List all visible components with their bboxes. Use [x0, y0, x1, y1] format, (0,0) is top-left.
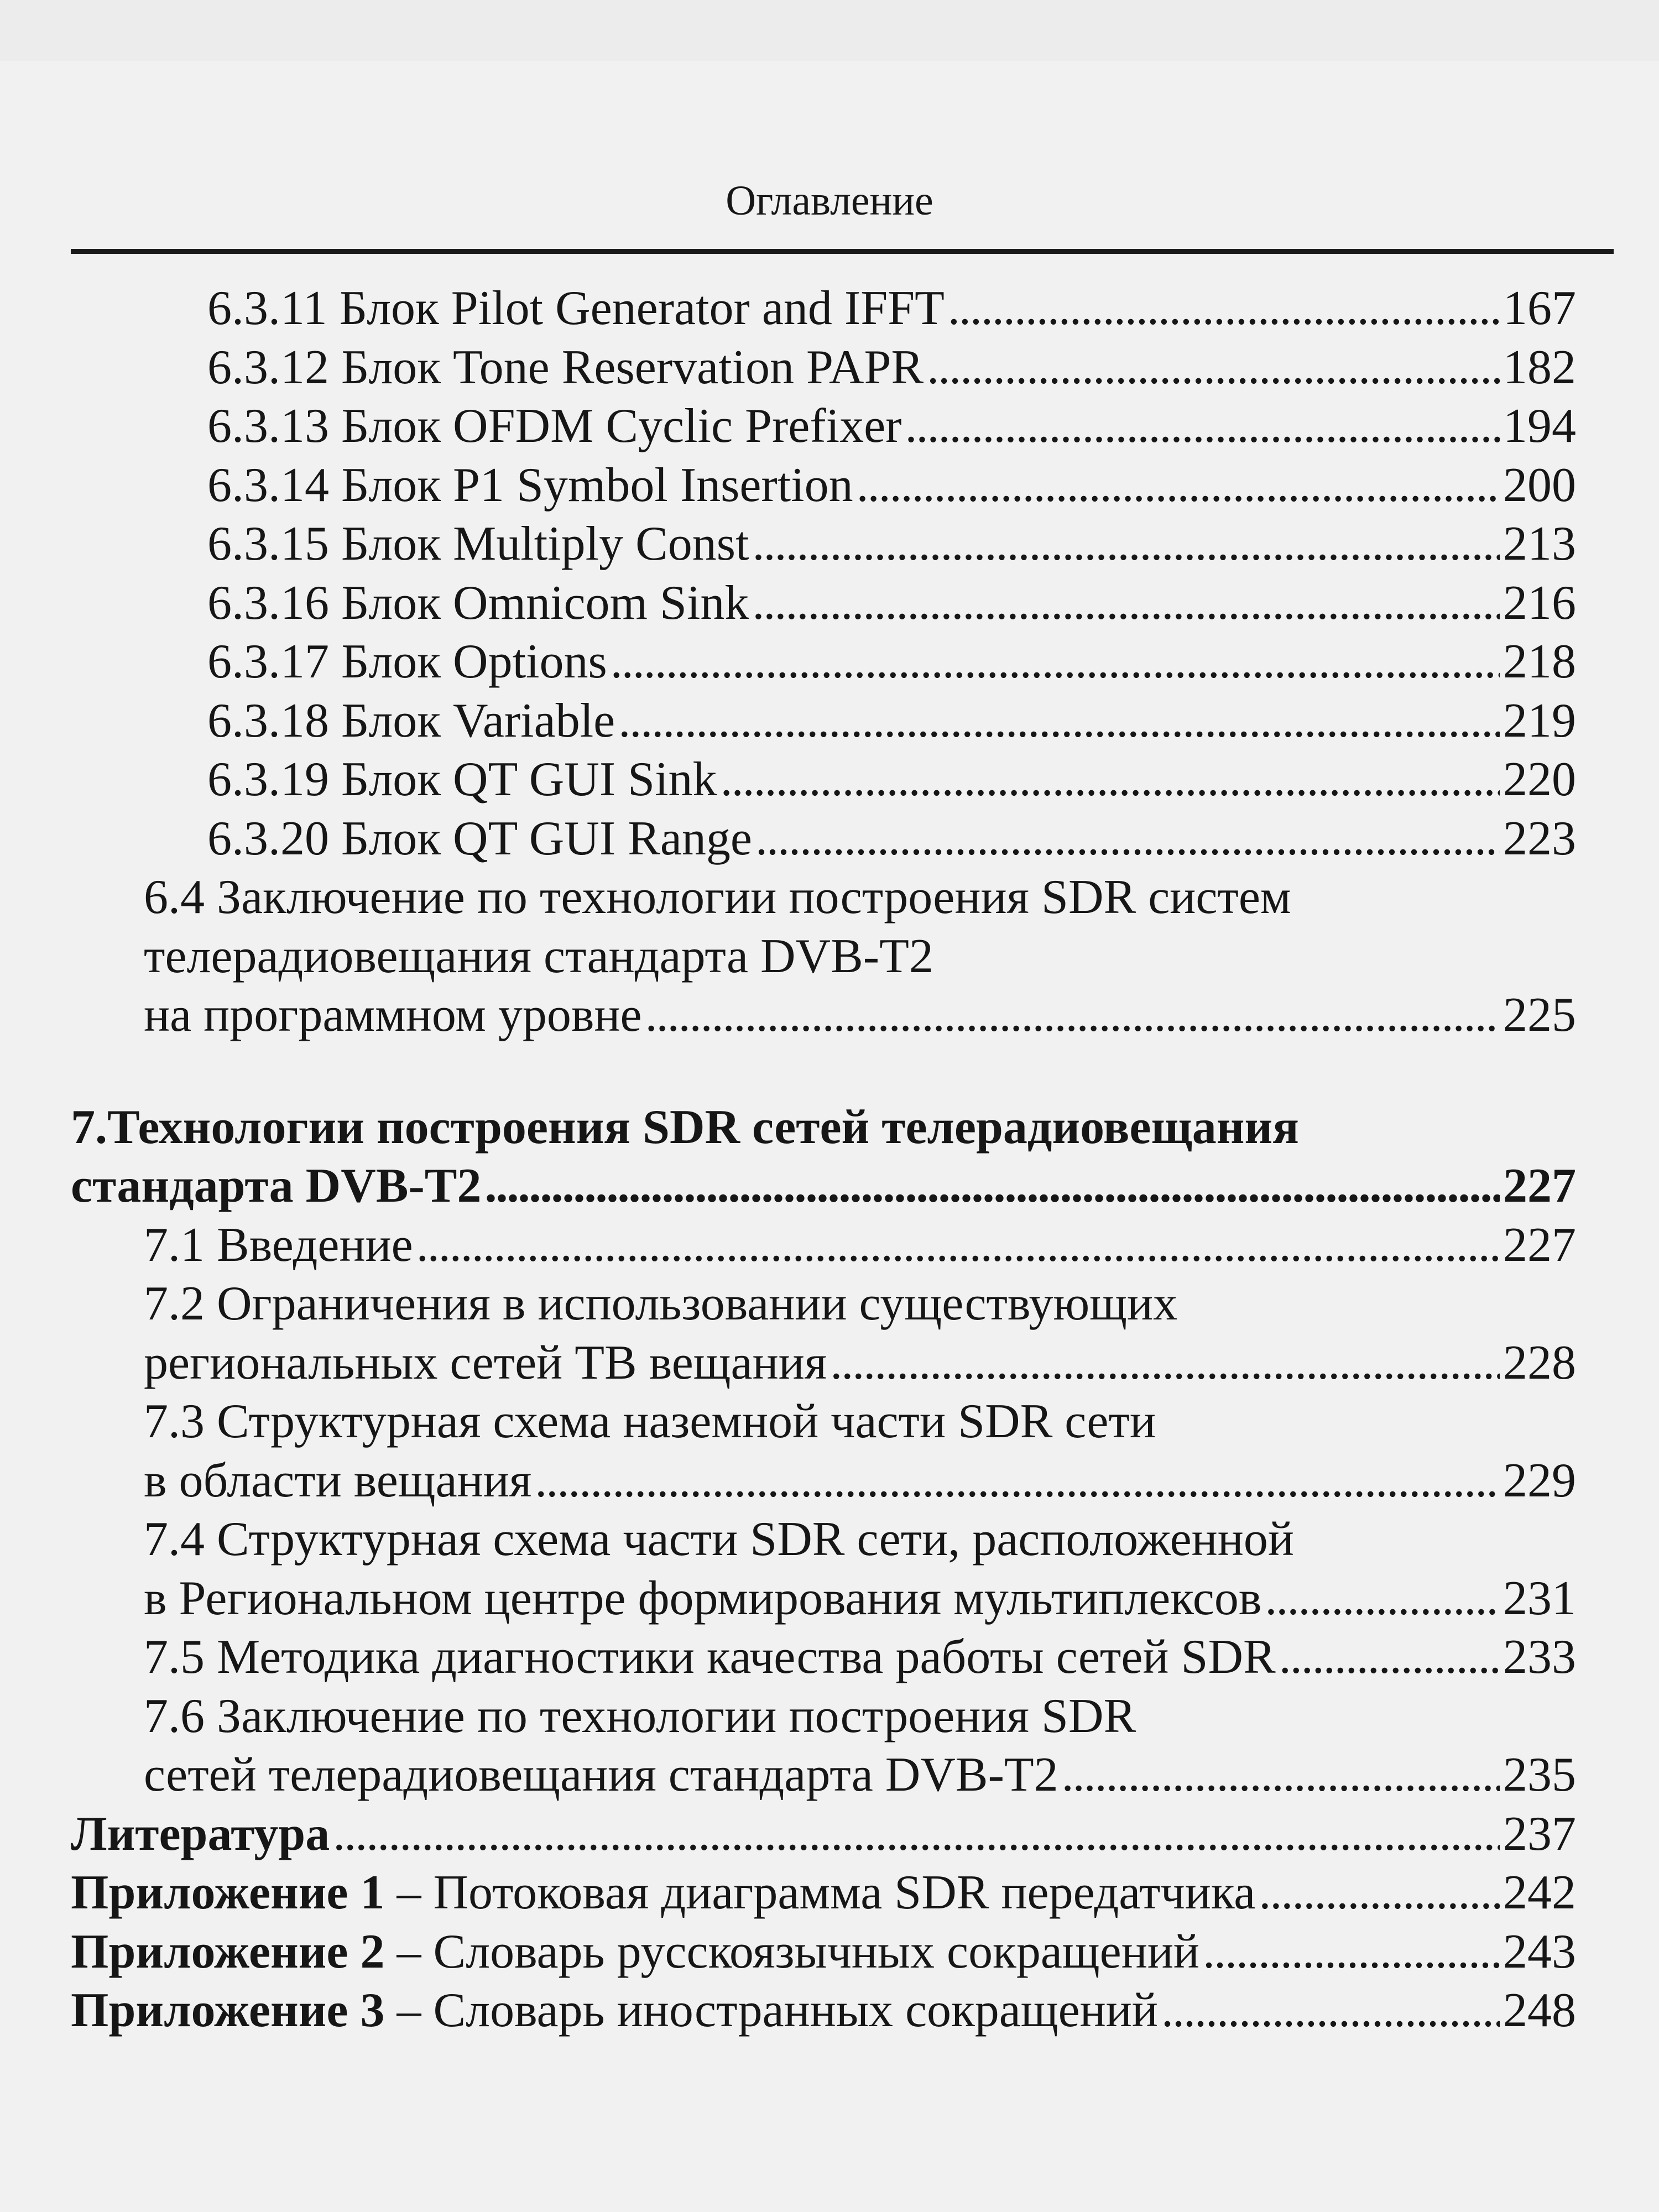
toc-entry-6-3-13: 6.3.13 Блок OFDM Cyclic Prefixer . . . 194	[0, 397, 1659, 456]
page-number: 182	[1503, 340, 1576, 394]
page-number: 243	[1503, 1924, 1576, 1979]
page-number: 194	[1503, 399, 1576, 453]
toc-entry-7-4: 7.4 Структурная схема части SDR сети, расположенной	[144, 1512, 1294, 1566]
page-number: 227	[1503, 1159, 1576, 1213]
page-number: 227	[1503, 1218, 1576, 1272]
running-header: Оглавление	[726, 178, 933, 224]
toc-entry-appendix-3: Приложение 3 – Словарь иностранных сокращений . . . 248	[0, 1981, 1659, 2041]
toc-entry-7-2: 7.2 Ограничения в использовании существующих	[144, 1277, 1178, 1331]
table-of-contents: 6.3.11 Блок Pilot Generator and IFFT . . . 167 6.3.12 Блок Tone Reservation PAPR . . . 182 6.3.13 Блок OFDM Cyclic Prefixer . . . 194 6.3.14 Блок P1 Symbol Insertion . . . 200 6.3.15 Блок Multiply Const . . . 213 6.3.16 Блок Omnicom Sink . . . 216 6.3.17 Блок Options . . . 218 6.3.18 Блок Variable . . . 219 6.3.19 Блок QT GUI Sink . . . 220 6.3.20 Блок QT GUI Range . . . 223 6.4 Заключение по технологии построения SDR систем телерадиовещания стандарта DVB-T2 на программном уровне . . . 225 7.Технологии построения SDR сетей телерадиовещания стандарта DVB-T2 . . . 227 7.1 Введение . . . 227 7.2 Ограничения в использовании существующих региональных сетей ТВ вещания . . . 228 7.3 Структурная схема наземной части SDR сети в области вещания . . . 229 7.4 Структурная схема части SDR сети, расположенной в Региональном центре формирования мультиплексов . . . 231 7.5 Методика диагностики качества работы сетей SDR . . . 233 7.6 Заключение по технологии построения SDR сетей телерадиовещания стандарта DVB-T2 . . . 235 Литература . . . 237 Приложение 1 – Потоковая диаграмма SDR передатчика . . . 242 Приложение 2 – Словарь русскоязычных сокращений . . . 243 Приложение 3 – Словарь иностранных сокращений . . . 248	[0, 279, 1659, 2041]
page-number: 229	[1503, 1453, 1576, 1507]
page-number: 219	[1503, 693, 1576, 748]
page-number: 231	[1503, 1571, 1576, 1625]
toc-entry-7-5: 7.5 Методика диагностики качества работы сетей SDR . . . 233	[0, 1628, 1659, 1687]
toc-entry-appendix-1: Приложение 1 – Потоковая диаграмма SDR передатчика . . . 242	[0, 1864, 1659, 1923]
page-number: 223	[1503, 811, 1576, 865]
page-number: 233	[1503, 1630, 1576, 1684]
toc-entry-6-4: 6.4 Заключение по технологии построения SDR систем	[144, 870, 1291, 924]
toc-entry-6-3-20: 6.3.20 Блок QT GUI Range . . . 223	[0, 810, 1659, 869]
toc-entry-6-3-15: 6.3.15 Блок Multiply Const . . . 213	[0, 515, 1659, 574]
page-number: 167	[1503, 281, 1576, 335]
page-number: 237	[1503, 1807, 1576, 1861]
toc-entry-7-1: 7.1 Введение . . . 227	[0, 1216, 1659, 1275]
page-number: 228	[1503, 1335, 1576, 1390]
toc-entry-6-3-19: 6.3.19 Блок QT GUI Sink . . . 220	[0, 750, 1659, 810]
toc-entry-appendix-2: Приложение 2 – Словарь русскоязычных сокращений . . . 243	[0, 1923, 1659, 1982]
page-number: 235	[1503, 1748, 1576, 1802]
page-number: 248	[1503, 1984, 1576, 2037]
toc-entry-6-3-11: 6.3.11 Блок Pilot Generator and IFFT . . . 167	[0, 279, 1659, 338]
page-number: 213	[1503, 517, 1576, 571]
toc-entry-7-3: 7.3 Структурная схема наземной части SDR сети	[144, 1395, 1156, 1448]
toc-entry-6-3-17: 6.3.17 Блок Options . . . 218	[0, 633, 1659, 692]
page-number: 225	[1503, 988, 1576, 1042]
page-number: 200	[1503, 458, 1576, 512]
toc-entry-6-3-16: 6.3.16 Блок Omnicom Sink . . . 216	[0, 574, 1659, 633]
toc-entry-6-3-18: 6.3.18 Блок Variable . . . 219	[0, 692, 1659, 751]
page-number: 216	[1503, 576, 1576, 630]
toc-entry-literature: Литература . . . 237	[0, 1805, 1659, 1864]
page-number: 218	[1503, 635, 1576, 688]
toc-chapter-7: 7.Технологии построения SDR сетей телерадиовещания	[71, 1100, 1299, 1154]
toc-entry-6-3-12: 6.3.12 Блок Tone Reservation PAPR . . . 182	[0, 338, 1659, 398]
toc-entry-7-6: 7.6 Заключение по технологии построения SDR	[144, 1689, 1136, 1743]
toc-entry-6-3-14: 6.3.14 Блок P1 Symbol Insertion . . . 200	[0, 456, 1659, 515]
page-number: 220	[1503, 753, 1576, 806]
header-rule	[71, 249, 1614, 254]
page-number: 242	[1503, 1866, 1576, 1919]
